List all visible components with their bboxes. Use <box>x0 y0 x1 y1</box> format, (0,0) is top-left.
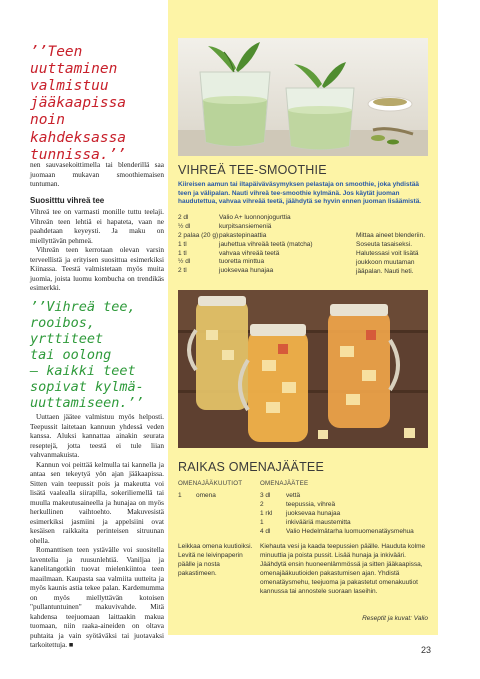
pull-quote-tea-types: ’’Vihreä tee, rooibos, yrttiteet tai oolong – kaikki teet sopivat kylmä- uuttamiseen.’’ <box>30 299 144 411</box>
recipe-title-smoothie: VIHREÄ TEE-SMOOTHIE <box>178 163 327 177</box>
recipe-panel <box>168 0 438 635</box>
ingredient-row: 2 tl juoksevaa hunajaa <box>178 267 274 275</box>
ingredient-row: 1 omena <box>178 492 216 499</box>
subheading-apple-tea: OMENAJÄÄTEE <box>260 480 309 487</box>
ingredient-row: 2 dl Valio A+ luonnonjogurttia <box>178 214 291 221</box>
recipe-credit: Reseptit ja kuvat: Valio <box>362 615 428 622</box>
ingredient-row: 1 rkl juoksevaa hunajaa <box>260 509 341 517</box>
recipe-title-apple-iced-tea: RAIKAS OMENAJÄÄTEE <box>178 460 324 474</box>
paragraph: Vihreä tee on varmasti monille tuttu teelaji. Vihreän teen lehtiä ei hapateta, vaan ne paahdetaan keyeysti. Ja maku on miellyttävän pehmeä. <box>30 207 164 245</box>
subheading-apple-cubes: OMENAJÄÄKUUTIOT <box>178 480 243 487</box>
ingredient-row: 1 inkivääriä maustemitta <box>260 518 351 526</box>
page-number: 23 <box>421 645 432 655</box>
ingredient-row: ½ dl kurpitsansiemeniä <box>178 222 272 230</box>
recipe-lead-smoothie: Kiireisen aamun tai iltapäiväväsymyksen pelastaja on smoothie, joka yhdistää teen ja välipalan. Nauti vihreä tee-smoothie kylmänä. Jos käytät juoman haudutettua, vahvaa vihreää teetä, jäähdytä se hyvin ennen juoman lisäämistä. <box>178 181 422 206</box>
iced-tea-illustration <box>178 290 428 448</box>
ingredient-row: ½ dl tuoretta minttua <box>178 258 265 266</box>
paragraph: nen sauvasekoittimella tai blenderillä saa juomaan mukavan smoothiemaisen tuntuman. <box>30 160 164 188</box>
tea-ingredient-list <box>260 492 430 536</box>
cold-brew-text <box>30 412 164 650</box>
ingredient-row: 4 dl Valio Hedelmätarha luomuomenatäysmehua <box>260 527 414 535</box>
smoothie-ingredient-list <box>178 214 338 276</box>
green-tea-text <box>30 207 164 293</box>
paragraph: Vihreän teen kerrotaan olevan varsin terveellistä ja erityisen suosittua esimerkiksi Kiinassa. Teestä valmistetaan myös muita juomia, joista luomu kombucha on trendikäs esimerkki. <box>30 245 164 292</box>
pull-quote-cold-brew-time: ’’Teen uuttaminen valmistuu jääkaapissa noin kahdeksassa tunnissa.’’ <box>30 44 127 163</box>
ingredient-row: 2 teepussia, vihreä <box>260 500 336 508</box>
cube-ingredient-list <box>178 492 258 501</box>
paragraph: Kannun voi peittää kelmulla tai kannella ja antaa sen tekeytyä yön ajan jääkaapissa. Sitten vain teepussit pois ja makeutta voi lisätä vaalealla siirapilla, sokeriliemellä tai muulla makeutusaineella ja hunajaa on myös herkullinen vaihtoehto. Makuvesistä esimerkiksi jasmiini ja appelsiini ovat kesäisen raikkaita perinteisen sitruunan ohella. <box>30 459 164 545</box>
intro-text <box>30 160 164 189</box>
smoothie-photo <box>178 38 428 156</box>
ingredient-row: 1 tl vahvaa vihreää teetä <box>178 249 280 257</box>
tea-method: Kiehauta vesi ja kaada teepussien päälle. Hauduta kolme minuuttia ja poista pussit. Lisää hunaja ja inkivääri. Jäähdytä ensin huoneenlämmössä ja sitten jääkaapissa, omenajääkuutioiden pakastumisen ajan. Yhdistä omenatäysmehu, teejuoma ja pakastetut omenakuutiot kannussa tai annostele suoraan laseihin. <box>260 543 426 595</box>
paragraph: Uuttaen jäätee valmistuu myös helposti. Teepussit laitetaan kannuun yhdessä veden kanssa. Aluksi kannattaa ainakin seurata reseptejä, jotta teestä ei tule liian vahvanmakuista. <box>30 412 164 459</box>
ingredient-row: 1 tl jauhettua vihreää teetä (matcha) <box>178 240 313 248</box>
section-heading-green-tea: Suositttu vihreä tee <box>30 196 105 205</box>
paragraph: Romanttisen teen ystävälle voi suositella laventelia ja ruusunlehtiä. Vaniljaa ja kanelitangotkin tuovat mielenkiintoa teen maailmaan. Kaupasta saa valmiita uutteita ja myös kaunis astia tekee palan. Kardemumma on myös miellyttävän kotoisen "pullantuntuinen" makuvivahde. Mitä kahdensa teejuomaan laittaakin makua tuomaan, niin raaka-aineiden on oltava puhtaita ja vain syötäväksi tai juotavaksi tarkoitettuja. ■ <box>30 545 164 649</box>
smoothie-method: Mittaa aineet blenderiin. Soseuta tasaiseksi. Halutessasi voit lisätä joukkoon muutaman jääpalan. Nauti heti. <box>356 232 426 275</box>
ingredient-row: 2 palaa (20 g) pakastepinaattia <box>178 231 267 239</box>
ingredient-row: 3 dl vettä <box>260 492 301 499</box>
apple-iced-tea-photo <box>178 290 428 448</box>
cube-method: Leikkaa omena kuutioiksi. Levitä ne leivinpaperin päälle ja nosta pakastimeen. <box>178 543 253 577</box>
smoothie-illustration <box>178 38 428 156</box>
